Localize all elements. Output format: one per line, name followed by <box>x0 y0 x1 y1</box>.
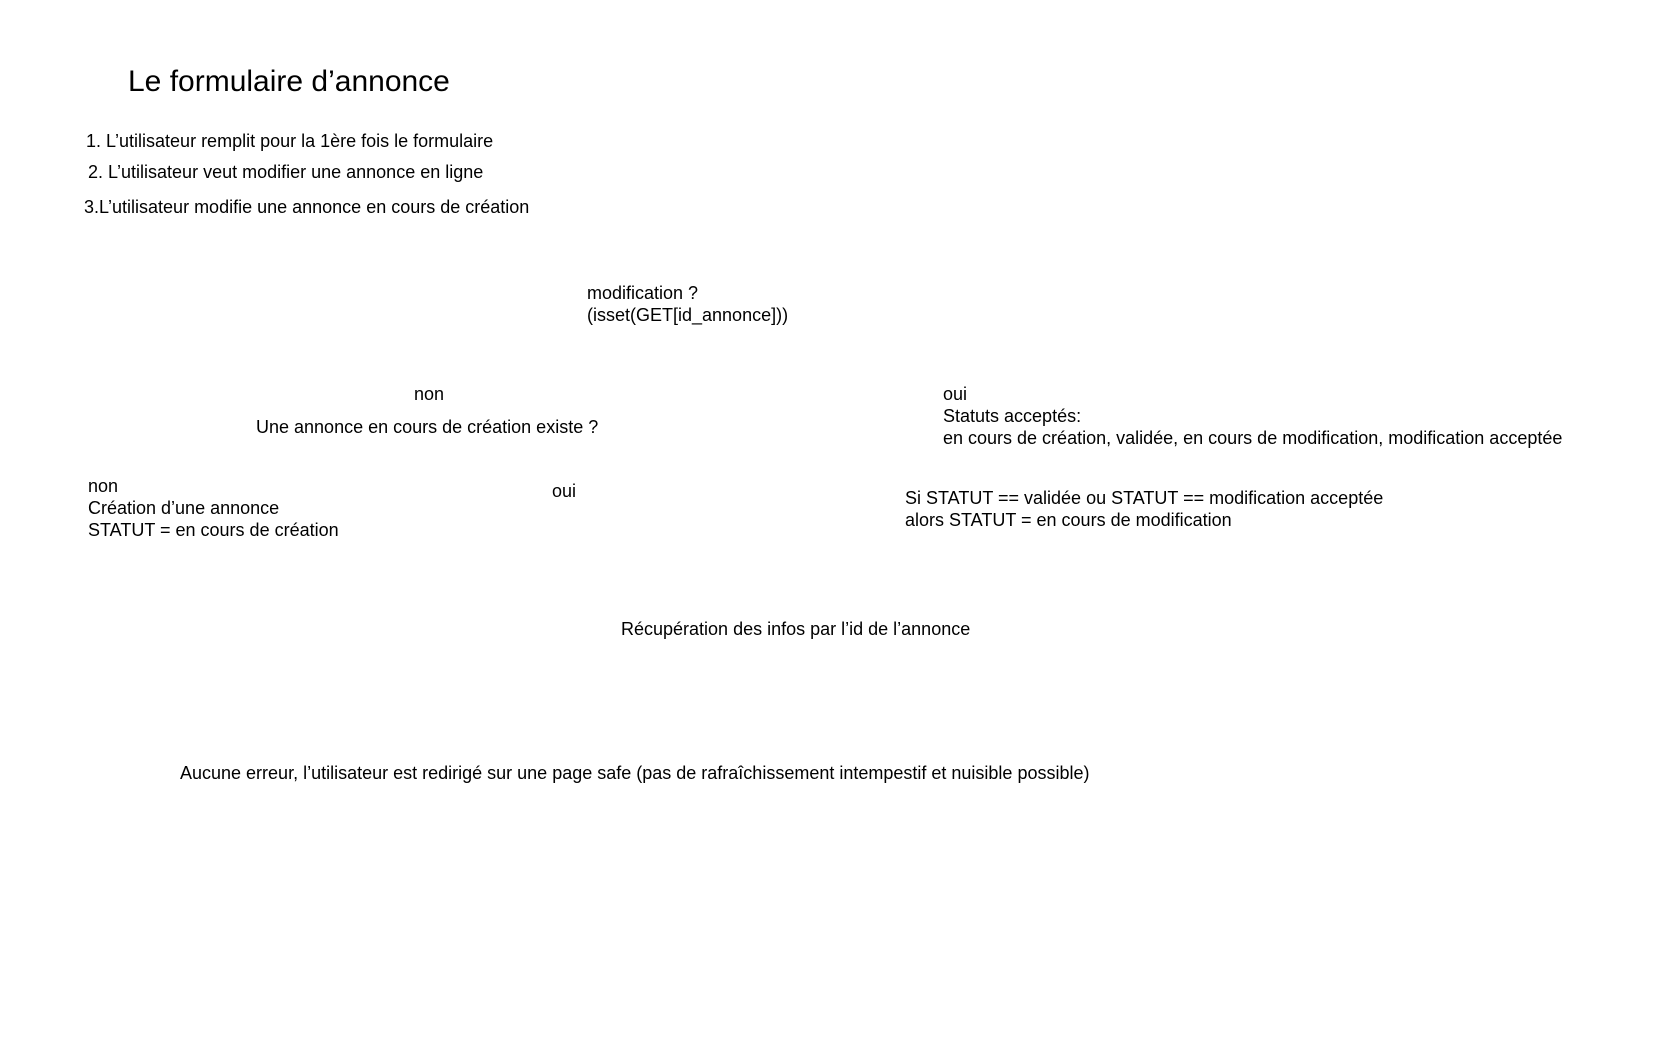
draft-exists-oui-label: oui <box>552 481 577 501</box>
create-announcement-node <box>88 475 339 541</box>
oui-branch-label: oui <box>943 384 968 404</box>
draft-exists-question-node: Une annonce en cours de création existe ? <box>256 417 599 437</box>
final-node: Aucune erreur, l’utilisateur est redirigé sur une page safe (pas de rafraîchissement intempestif et nuisible possible) <box>180 763 1090 783</box>
accepted-statuses-node <box>943 383 1562 449</box>
modification-condition-line: (isset(GET[id_annonce])) <box>587 305 789 325</box>
case-1: 1. L’utilisateur remplit pour la 1ère fois le formulaire <box>86 131 494 151</box>
status-rule-condition: Si STATUT == validée ou STATUT == modification acceptée <box>905 488 1384 508</box>
status-rule-action: alors STATUT = en cours de modification <box>905 510 1232 530</box>
non-branch-label: non <box>414 384 445 404</box>
modification-question-line: modification ? <box>587 283 699 303</box>
modification-question-node <box>587 282 788 326</box>
create-announcement-text: Création d’une annonce <box>88 498 280 518</box>
create-non-label: non <box>88 476 119 496</box>
case-3: 3.L’utilisateur modifie une annonce en cours de création <box>84 197 530 217</box>
accepted-statuses-list: en cours de création, validée, en cours de modification, modification acceptée <box>943 428 1563 448</box>
accepted-statuses-heading: Statuts acceptés: <box>943 406 1082 426</box>
case-2: 2. L’utilisateur veut modifier une annonce en ligne <box>88 162 484 182</box>
create-status-text: STATUT = en cours de création <box>88 520 339 540</box>
retrieval-node: Récupération des infos par l’id de l’annonce <box>621 619 971 639</box>
page-title: Le formulaire d’annonce <box>128 65 450 98</box>
status-rule-node <box>905 487 1383 531</box>
